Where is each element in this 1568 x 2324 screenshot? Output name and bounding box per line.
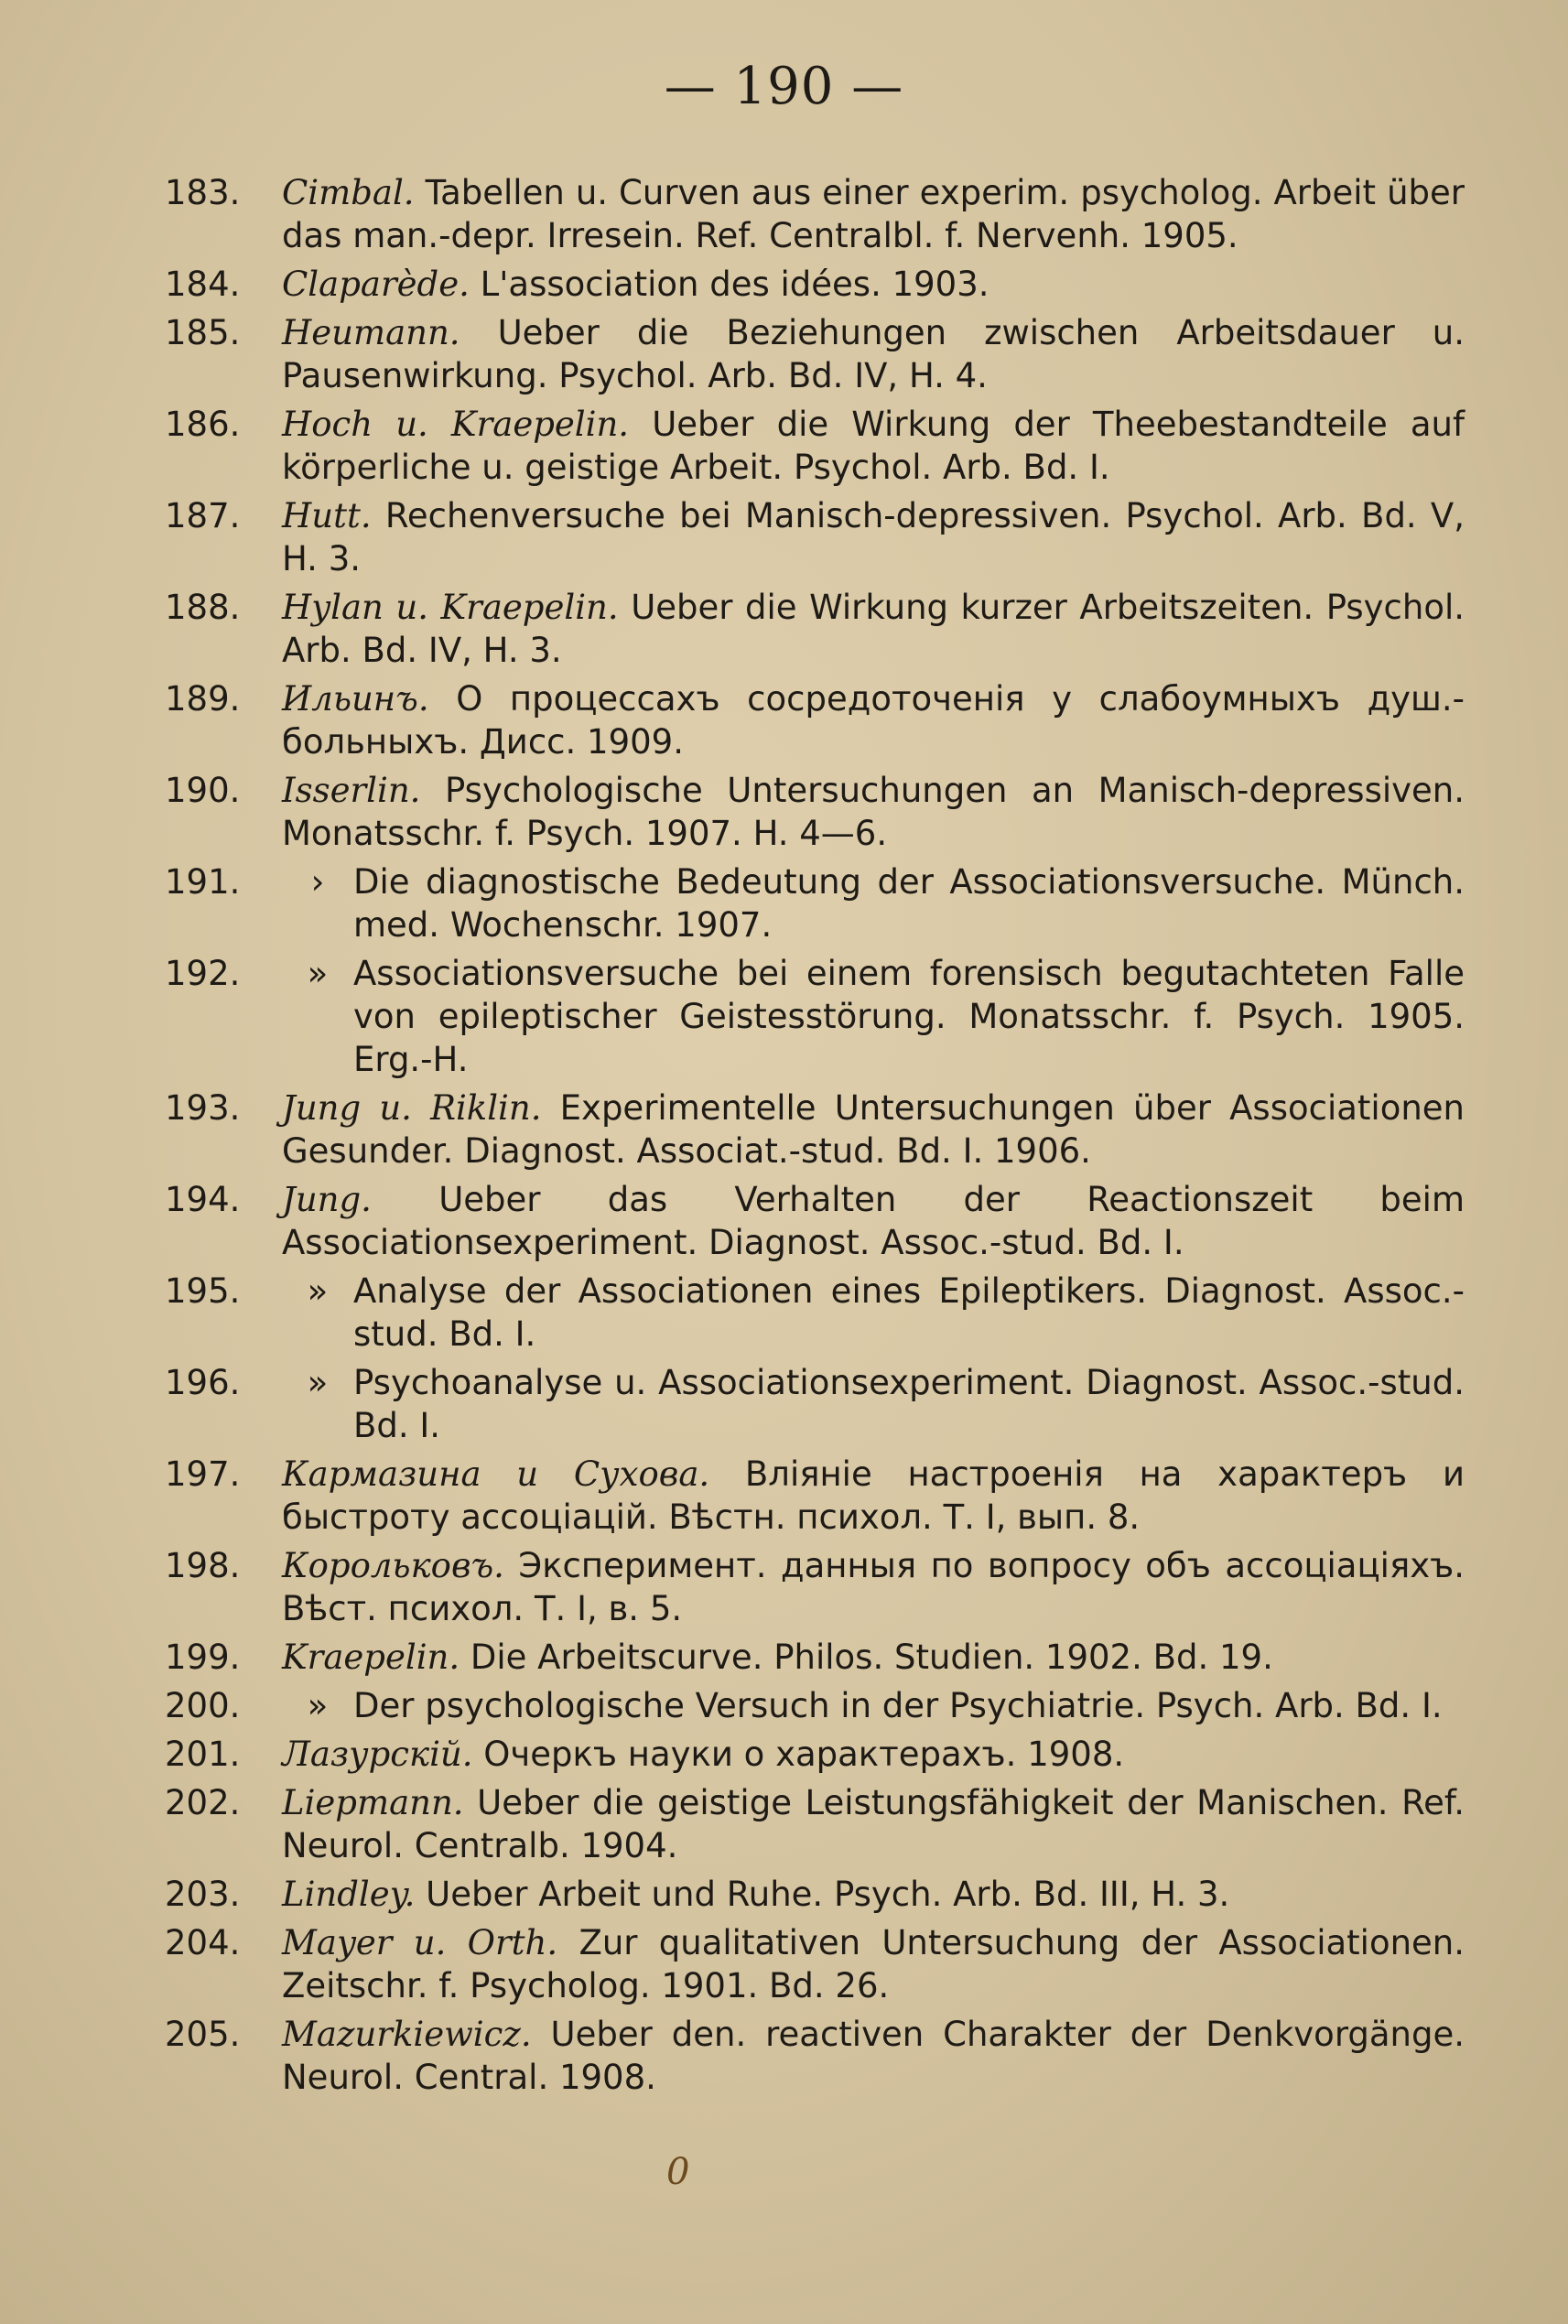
ditto-mark: » xyxy=(307,1271,329,1311)
entry-title: Ueber die Wirkung der Theebestandteile auf körperliche u. geistige Arbeit. Psychol. Arb. Bd. I. xyxy=(282,405,1465,487)
bibliography-entry xyxy=(165,952,1465,1081)
entry-title: Ueber die Wirkung kurzer Arbeitszeiten. Psychol. Arb. Bd. IV, H. 3. xyxy=(282,588,1465,670)
entry-text xyxy=(282,171,1465,257)
entry-title: Experimentelle Untersuchungen über Associationen Gesunder. Diagnost. Associat.-stud. Bd. I. 1906. xyxy=(282,1088,1465,1171)
entry-title: Очеркъ науки о характерахъ. 1908. xyxy=(483,1735,1125,1774)
entry-author: Ильинъ. xyxy=(282,679,429,719)
entry-number: 195. xyxy=(165,1271,241,1311)
page-number: — 190 — xyxy=(664,57,904,116)
entry-text xyxy=(353,860,1465,946)
entry-number: 193. xyxy=(165,1088,241,1128)
entry-text xyxy=(282,1873,1465,1916)
bibliography-entry xyxy=(165,1684,1465,1727)
entry-number: 201. xyxy=(165,1735,241,1774)
entry-title: Associationsversuche bei einem forensisch begutachteten Falle von epileptischer Geistesstörung. Monatsschr. f. Psych. 1905. Erg.-H. xyxy=(353,954,1465,1079)
entry-number: 194. xyxy=(165,1180,241,1219)
entry-number: 199. xyxy=(165,1638,241,1677)
bibliography-entry xyxy=(165,860,1465,946)
entry-text xyxy=(282,1544,1465,1630)
entry-number: 188. xyxy=(165,588,241,627)
bibliography-entry xyxy=(165,769,1465,855)
entry-author: Jung. xyxy=(282,1180,372,1219)
ditto-mark: › xyxy=(310,862,325,902)
entry-title: Die diagnostische Bedeutung der Associationsversuche. Münch. med. Wochenschr. 1907. xyxy=(353,862,1465,945)
entry-author: Mayer u. Orth. xyxy=(282,1923,558,1962)
entry-title: Analyse der Associationen eines Epileptikers. Diagnost. Assoc.-stud. Bd. I. xyxy=(353,1271,1465,1354)
entry-author: Isserlin. xyxy=(282,771,421,810)
bibliography-entry xyxy=(165,2013,1465,2099)
entry-title: О процессахъ сосредоточенія у слабоумныхъ душ.-больныхъ. Дисс. 1909. xyxy=(282,679,1465,762)
entry-author: Liepmann. xyxy=(282,1783,464,1822)
entry-text xyxy=(282,586,1465,672)
entry-number: 205. xyxy=(165,2015,241,2054)
entry-text xyxy=(282,1453,1465,1539)
entry-text xyxy=(353,1270,1465,1356)
ditto-mark: » xyxy=(307,1686,329,1725)
bibliography-entry xyxy=(165,1453,1465,1539)
entry-text xyxy=(282,311,1465,397)
ink-mark: 0 xyxy=(666,2151,690,2193)
bibliography-entry xyxy=(165,1873,1465,1916)
entry-author: Mazurkiewicz. xyxy=(282,2015,532,2054)
bibliography-entry xyxy=(165,1086,1465,1173)
entry-author: Hylan u. Kraepelin. xyxy=(282,588,619,627)
entry-text xyxy=(282,1178,1465,1264)
entry-number: 183. xyxy=(165,173,241,212)
entry-number: 203. xyxy=(165,1875,241,1914)
entry-title: Ueber das Verhalten der Reactionszeit beim Associationsexperiment. Diagnost. Assoc.-stud. Bd. I. xyxy=(282,1180,1465,1262)
bibliography-entry xyxy=(165,586,1465,672)
entry-author: Heumann. xyxy=(282,313,460,352)
entry-title: Вліяніе настроенія на характеръ и быстроту ассоціацій. Вѣстн. психол. Т. I, вып. 8. xyxy=(282,1454,1465,1537)
entry-number: 190. xyxy=(165,771,241,810)
entry-text xyxy=(282,1636,1465,1679)
entry-title: Psychologische Untersuchungen an Manisch-depressiven. Monatsschr. f. Psych. 1907. H. 4—6. xyxy=(282,771,1465,853)
entry-text xyxy=(282,1733,1465,1776)
entry-text xyxy=(353,1361,1465,1447)
bibliography-entry xyxy=(165,1636,1465,1679)
entry-author: Cimbal. xyxy=(282,173,415,212)
ditto-mark: » xyxy=(307,954,329,993)
bibliography-entry xyxy=(165,677,1465,763)
entry-number: 197. xyxy=(165,1454,241,1494)
bibliography-entry xyxy=(165,1921,1465,2007)
bibliography-entry xyxy=(165,171,1465,257)
entry-number: 187. xyxy=(165,496,241,535)
entry-author: Hoch u. Kraepelin. xyxy=(282,405,630,444)
entry-number: 204. xyxy=(165,1923,241,1962)
entry-number: 191. xyxy=(165,862,241,902)
entry-text xyxy=(282,263,1465,306)
entry-title: Tabellen u. Curven aus einer experim. psycholog. Arbeit über das man.-depr. Irresein. Ref. Centralbl. f. Nervenh. 1905. xyxy=(282,173,1465,255)
entry-text xyxy=(282,494,1465,580)
entry-author: Jung u. Riklin. xyxy=(282,1088,542,1128)
entry-title: Die Arbeitscurve. Philos. Studien. 1902. Bd. 19. xyxy=(470,1638,1273,1677)
entry-number: 196. xyxy=(165,1363,241,1402)
entry-number: 184. xyxy=(165,265,241,304)
entry-author: Kraepelin. xyxy=(282,1638,460,1677)
entry-title: Rechenversuche bei Manisch-depressiven. Psychol. Arb. Bd. V, H. 3. xyxy=(282,496,1465,578)
entry-number: 202. xyxy=(165,1783,241,1822)
entry-title: Der psychologische Versuch in der Psychiatrie. Psych. Arb. Bd. I. xyxy=(353,1686,1443,1725)
bibliography-entry xyxy=(165,1544,1465,1630)
bibliography-entry xyxy=(165,494,1465,580)
entry-text xyxy=(282,1086,1465,1173)
entry-author: Кармазина и Сухова. xyxy=(282,1454,710,1494)
entry-number: 192. xyxy=(165,954,241,993)
bibliography-entry xyxy=(165,1361,1465,1447)
entry-author: Lindley. xyxy=(282,1875,416,1914)
ditto-mark: » xyxy=(307,1363,329,1402)
entry-author: Hutt. xyxy=(282,496,372,535)
bibliography-entry xyxy=(165,1781,1465,1867)
bibliography-entry xyxy=(165,311,1465,397)
bibliography-entry xyxy=(165,263,1465,306)
entry-number: 198. xyxy=(165,1546,241,1585)
bibliography-list xyxy=(165,171,1465,2104)
entry-author: Claparède. xyxy=(282,265,470,304)
entry-text xyxy=(282,1921,1465,2007)
entry-title: Ueber Arbeit und Ruhe. Psych. Arb. Bd. III, H. 3. xyxy=(426,1875,1230,1914)
entry-title: L'association des idées. 1903. xyxy=(480,265,989,304)
bibliography-entry xyxy=(165,403,1465,489)
entry-title: Psychoanalyse u. Associationsexperiment. Diagnost. Assoc.-stud. Bd. I. xyxy=(353,1363,1465,1445)
entry-text xyxy=(353,1684,1465,1727)
entry-title: Ueber die geistige Leistungsfähigkeit der Manischen. Ref. Neurol. Centralb. 1904. xyxy=(282,1783,1465,1865)
entry-text xyxy=(282,2013,1465,2099)
bibliography-entry xyxy=(165,1270,1465,1356)
entry-title: Zur qualitativen Untersuchung der Associationen. Zeitschr. f. Psycholog. 1901. Bd. 26. xyxy=(282,1923,1465,2005)
entry-text xyxy=(282,1781,1465,1867)
entry-title: Эксперимент. данныя по вопросу объ ассоціаціяхъ. Вѣст. психол. Т. I, в. 5. xyxy=(282,1546,1465,1628)
entry-number: 185. xyxy=(165,313,241,352)
entry-author: Лазурскій. xyxy=(282,1735,473,1774)
entry-title: Ueber die Beziehungen zwischen Arbeitsdauer u. Pausenwirkung. Psychol. Arb. Bd. IV, H. 4. xyxy=(282,313,1465,395)
bibliography-entry xyxy=(165,1178,1465,1264)
entry-number: 189. xyxy=(165,679,241,719)
entry-number: 200. xyxy=(165,1686,241,1725)
entry-text xyxy=(353,952,1465,1081)
entry-text xyxy=(282,769,1465,855)
entry-title: Ueber den. reactiven Charakter der Denkvorgänge. Neurol. Central. 1908. xyxy=(282,2015,1465,2097)
entry-number: 186. xyxy=(165,405,241,444)
bibliography-entry xyxy=(165,1733,1465,1776)
entry-text xyxy=(282,677,1465,763)
entry-author: Корольковъ. xyxy=(282,1546,504,1585)
entry-text xyxy=(282,403,1465,489)
